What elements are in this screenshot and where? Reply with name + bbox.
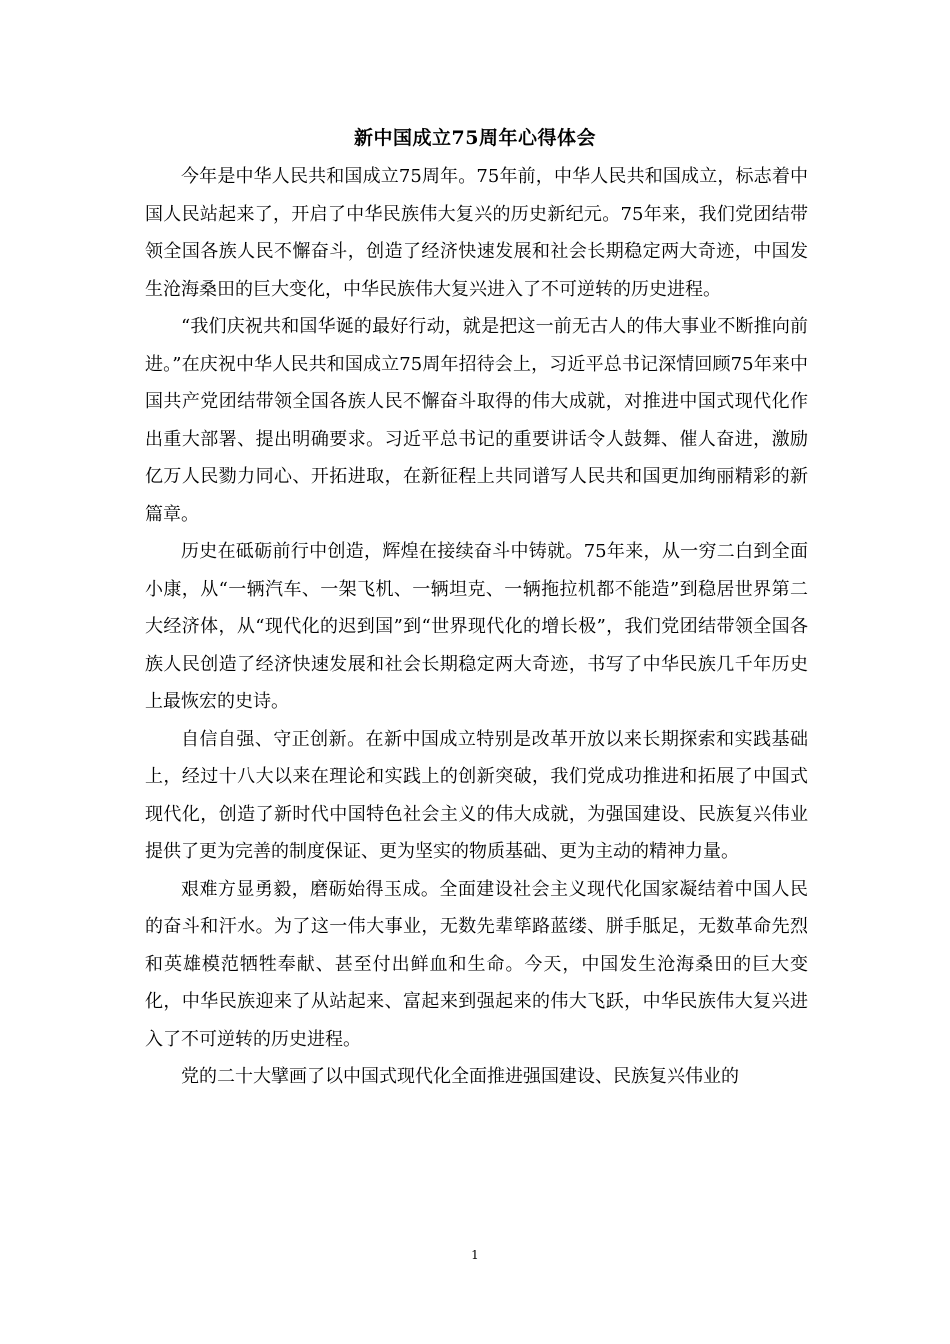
document-body — [145, 158, 808, 1096]
paragraph: 自信自强、守正创新。在新中国成立特别是改革开放以来长期探索和实践基础上，经过十八大以来在理论和实践上的创新突破，我们党成功推进和拓展了中国式现代化，创造了新时代中国特色社会主义的伟大成就，为强国建设、民族复兴伟业提供了更为完善的制度保证、更为坚实的物质基础、更为主动的精神力量。 — [145, 728, 808, 862]
page-number: 1 — [471, 1248, 479, 1262]
document-title: 新中国成立75周年心得体会 — [354, 127, 596, 149]
paragraph: 今年是中华人民共和国成立75周年。75年前，中华人民共和国成立，标志着中国人民站起来了，开启了中华民族伟大复兴的历史新纪元。75年来，我们党团结带领全国各族人民不懈奋斗，创造了经济快速发展和社会长期稳定两大奇迹，中国发生沧海桑田的巨大变化，中华民族伟大复兴进入了不可逆转的历史进程。 — [145, 166, 808, 300]
paragraph: 党的二十大擘画了以中国式现代化全面推进强国建设、民族复兴伟业的 — [181, 1066, 739, 1087]
paragraph: 艰难方显勇毅，磨砺始得玉成。全面建设社会主义现代化国家凝结着中国人民的奋斗和汗水。为了这一伟大事业，无数先辈筚路蓝缕、胼手胝足，无数革命先烈和英雄模范牺牲奉献、甚至付出鲜血和生命。今天，中国发生沧海桑田的巨大变化，中华民族迎来了从站起来、富起来到强起来的伟大飞跃，中华民族伟大复兴进入了不可逆转的历史进程。 — [145, 878, 808, 1050]
paragraph: “我们庆祝共和国华诞的最好行动，就是把这一前无古人的伟大事业不断推向前进。”在庆祝中华人民共和国成立75周年招待会上，习近平总书记深情回顾75年来中国共产党团结带领全国各族人民不懈奋斗取得的伟大成就，对推进中国式现代化作出重大部署、提出明确要求。习近平总书记的重要讲话令人鼓舞、催人奋进，激励亿万人民勠力同心、开拓进取，在新征程上共同谱写人民共和国更加绚丽精彩的新篇章。 — [145, 316, 808, 525]
paragraph: 历史在砥砺前行中创造，辉煌在接续奋斗中铸就。75年来，从一穷二白到全面小康，从“一辆汽车、一架飞机、一辆坦克、一辆拖拉机都不能造”到稳居世界第二大经济体，从“现代化的迟到国”到“世界现代化的增长极”，我们党团结带领全国各族人民创造了经济快速发展和社会长期稳定两大奇迹，书写了中华民族几千年历史上最恢宏的史诗。 — [145, 541, 808, 712]
